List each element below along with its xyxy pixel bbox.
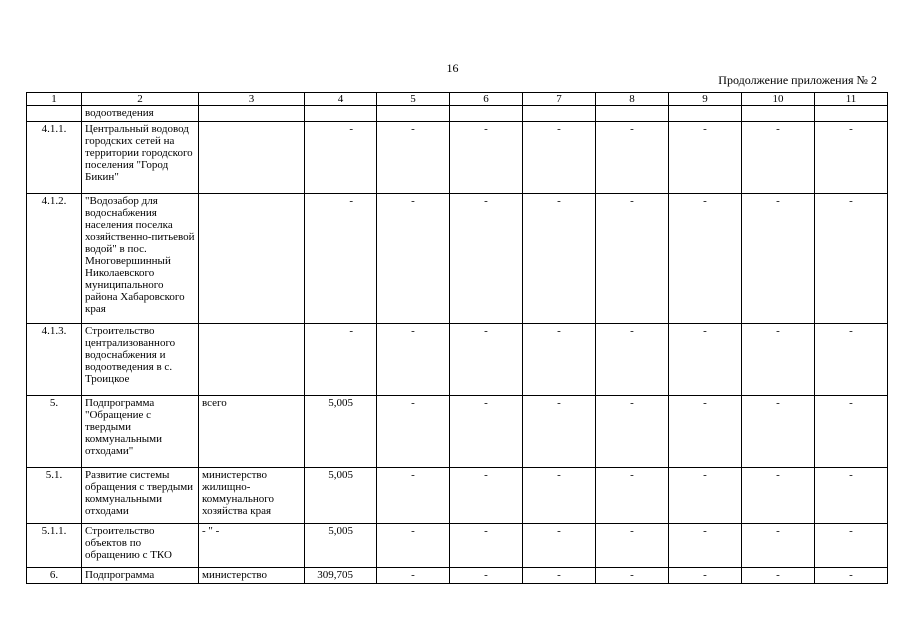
page-number: 16 <box>446 61 459 75</box>
executor-cell <box>199 324 305 396</box>
name-cell: Подпрограмма <box>82 568 199 584</box>
value-cell: - <box>669 194 742 324</box>
value-cell: - <box>377 324 450 396</box>
value-cell: 309,705 <box>305 568 377 584</box>
value-cell: - <box>377 568 450 584</box>
table-row <box>27 524 888 568</box>
name-cell: водоотведения <box>82 106 199 122</box>
value-cell: - <box>742 524 815 568</box>
value-cell: - <box>815 194 888 324</box>
value-cell <box>742 106 815 122</box>
value-cell <box>669 106 742 122</box>
program-table <box>26 92 888 584</box>
header-cell: 3 <box>199 93 305 106</box>
value-cell: - <box>596 524 669 568</box>
name-cell: Строительство объектов по обращению с ТКО <box>82 524 199 568</box>
header-cell: 1 <box>27 93 82 106</box>
table-row <box>27 468 888 524</box>
value-cell: - <box>596 324 669 396</box>
value-cell: - <box>450 324 523 396</box>
executor-cell <box>199 122 305 194</box>
value-cell: - <box>815 324 888 396</box>
name-cell: "Водозабор для водоснабжения населения поселка хозяйственно-питьевой водой" в пос. Многовершинный Николаевского муниципального района Хабаровского края <box>82 194 199 324</box>
value-cell: - <box>815 524 888 568</box>
row-number-cell <box>27 106 82 122</box>
row-number-cell: 5.1. <box>27 468 82 524</box>
value-cell: - <box>450 468 523 524</box>
value-cell: - <box>669 524 742 568</box>
row-number-cell: 5.1.1. <box>27 524 82 568</box>
name-cell: Развитие системы обращения с твердыми коммунальными отходами <box>82 468 199 524</box>
value-cell: - <box>742 568 815 584</box>
row-number-cell: 4.1.3. <box>27 324 82 396</box>
value-cell: - <box>450 194 523 324</box>
value-cell: - <box>742 122 815 194</box>
row-number-cell: 4.1.2. <box>27 194 82 324</box>
value-cell: - <box>523 194 596 324</box>
value-cell: - <box>669 396 742 468</box>
value-cell <box>596 106 669 122</box>
header-cell: 6 <box>450 93 523 106</box>
value-cell <box>377 106 450 122</box>
header-cell: 10 <box>742 93 815 106</box>
value-cell: - <box>523 396 596 468</box>
executor-cell: министерство <box>199 568 305 584</box>
table-row <box>27 194 888 324</box>
value-cell: - <box>450 396 523 468</box>
value-cell: - <box>450 568 523 584</box>
header-cell: 7 <box>523 93 596 106</box>
value-cell: - <box>305 194 377 324</box>
continuation-label: Продолжение приложения № 2 <box>718 73 877 87</box>
table-row <box>27 122 888 194</box>
name-cell: Строительство централизованного водоснабжения и водоотведения в с. Троицкое <box>82 324 199 396</box>
table-row <box>27 396 888 468</box>
value-cell: - <box>305 324 377 396</box>
executor-cell: всего <box>199 396 305 468</box>
value-cell: - <box>377 122 450 194</box>
value-cell <box>450 106 523 122</box>
value-cell: - <box>742 396 815 468</box>
value-cell: - <box>815 396 888 468</box>
header-cell: 8 <box>596 93 669 106</box>
value-cell: - <box>742 468 815 524</box>
value-cell: - <box>523 122 596 194</box>
row-number-cell: 6. <box>27 568 82 584</box>
value-cell: - <box>596 396 669 468</box>
header-cell: 5 <box>377 93 450 106</box>
value-cell: - <box>523 324 596 396</box>
header-cell: 2 <box>82 93 199 106</box>
table-header-row <box>27 93 888 106</box>
header-cell: 11 <box>815 93 888 106</box>
value-cell <box>305 106 377 122</box>
name-cell: Подпрограмма "Обращение с твердыми коммунальными отходами" <box>82 396 199 468</box>
name-cell: Центральный водовод городских сетей на территории городского поселения "Город Бикин" <box>82 122 199 194</box>
table-row <box>27 106 888 122</box>
header-cell: 4 <box>305 93 377 106</box>
value-cell: 5,005 <box>305 468 377 524</box>
value-cell: - <box>669 468 742 524</box>
row-number-cell: 4.1.1. <box>27 122 82 194</box>
value-cell: - <box>596 568 669 584</box>
value-cell: - <box>815 122 888 194</box>
value-cell: - <box>377 194 450 324</box>
value-cell: 5,005 <box>305 396 377 468</box>
executor-cell <box>199 106 305 122</box>
value-cell: - <box>669 568 742 584</box>
value-cell: - <box>450 524 523 568</box>
value-cell: - <box>377 396 450 468</box>
value-cell: - <box>815 568 888 584</box>
executor-cell <box>199 194 305 324</box>
value-cell: - <box>523 468 596 524</box>
value-cell <box>815 106 888 122</box>
executor-cell: - " - <box>199 524 305 568</box>
value-cell: - <box>523 524 596 568</box>
value-cell: - <box>742 324 815 396</box>
value-cell: - <box>305 122 377 194</box>
executor-cell: министерство жилищно-коммунального хозяйства края <box>199 468 305 524</box>
row-number-cell: 5. <box>27 396 82 468</box>
value-cell: - <box>596 122 669 194</box>
table-row <box>27 568 888 584</box>
value-cell: - <box>523 568 596 584</box>
header-cell: 9 <box>669 93 742 106</box>
table-body <box>27 106 888 584</box>
value-cell: - <box>377 524 450 568</box>
value-cell: - <box>596 194 669 324</box>
value-cell: - <box>596 468 669 524</box>
value-cell: - <box>669 122 742 194</box>
table-row <box>27 324 888 396</box>
value-cell: - <box>450 122 523 194</box>
value-cell: - <box>742 194 815 324</box>
value-cell: 5,005 <box>305 524 377 568</box>
value-cell: - <box>815 468 888 524</box>
value-cell: - <box>377 468 450 524</box>
value-cell: - <box>669 324 742 396</box>
value-cell <box>523 106 596 122</box>
